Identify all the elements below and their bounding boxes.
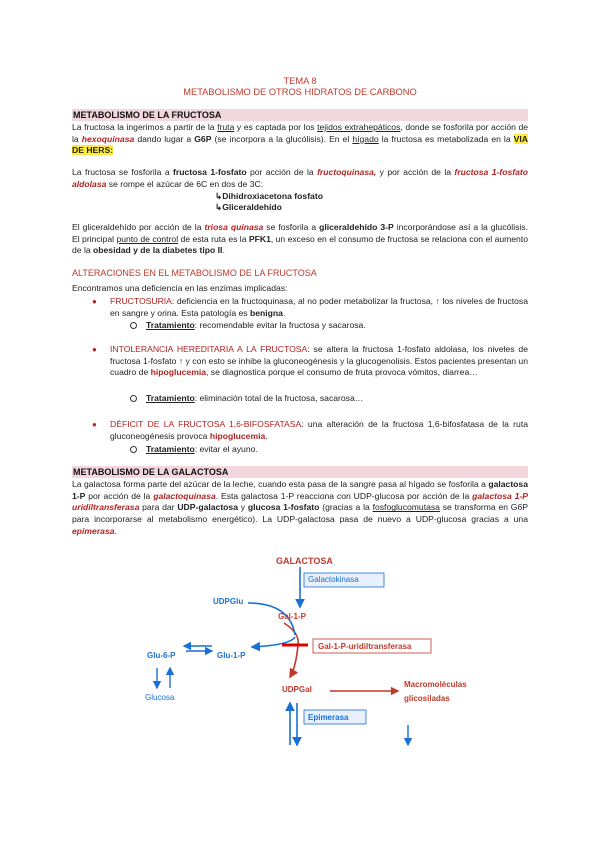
arrow-gal1p-udpgal [284,623,298,677]
label-epimerasa: Epimerasa [308,713,349,722]
circle-bullet-icon [130,446,137,453]
bullet-intolerancia: INTOLERANCIA HEREDITARIA A LA FRUCTOSA: se altera la fructosa 1-fosfato aldolasa, los niveles de fructosa 1-fosfato ↑ y con esto se inhibe la gluconeogénesis y la glucogenolisis. Estos pacientes presentan un cuadro de hipoglucemia, se diagnostica porque el consumo de fruta provoca vómitos, diarrea… [110,344,528,378]
product-gliceraldehido: ↳Gliceraldehído [215,202,282,212]
label-glu1p: Glu-1-P [217,651,246,660]
paragraph-fructosa-intro: La fructosa la ingerimos a partir de la fruta y es captada por los tejidos extrahepáticos, donde se fosforila por acción de la hexoquinasa dando lugar a G6P (se incorpora a la glucólisis). En el hígado la fructosa es metabolizada en la VIA DE HERS: [72,122,529,156]
product-dihidroxiacetona: ↳Dihidroxiacetona fosfato [215,191,323,201]
page-subtitle: METABOLISMO DE OTROS HIDRATOS DE CARBONO [183,87,417,97]
label-galactokinasa: Galactokinasa [308,575,359,584]
label-udpglu: UDPGlu [213,597,244,606]
label-galactosa: GALACTOSA [276,556,333,566]
bullet-fructosuria: FRUCTOSURIA: deficiencia en la fructoquinasa, al no poder metabolizar la fructosa, ↑ los niveles de fructosa en sangre y orina. Esta patología es benigna. [110,296,528,318]
label-transferasa: Gal-1-P-uridiltransferasa [318,642,412,651]
galactose-pathway-diagram [0,545,600,755]
section-heading-alteraciones: ALTERACIONES EN EL METABOLISMO DE LA FRUCTOSA [72,268,317,278]
label-glicosiladas: glicosiladas [404,694,450,703]
paragraph-gliceraldehido: El gliceraldehído por acción de la triosa quinasa se fosforila a gliceraldehído 3-P incorporándose así a la glucólisis. El principal punto de control de esta ruta es la PFK1, un exceso en el consumo de fructosa se relaciona con el aumento de la obesidad y de la diabetes tipo II. [72,222,529,256]
label-gal1p: Gal-1-P [278,612,307,621]
treatment-intolerancia: Tratamiento: eliminación total de la fructosa, sacarosa… [130,393,363,405]
circle-bullet-icon [130,322,137,329]
bullet-icon: ● [92,345,97,354]
treatment-fructosuria: Tratamiento: recomendable evitar la fructosa y sacarosa. [130,320,366,332]
label-glu6p: Glu-6-P [147,651,176,660]
paragraph-via-hers: La fructosa se fosforila a fructosa 1-fosfato por acción de la fructoquinasa, y por acción de la fructosa 1-fosfato aldolasa se rompe el azúcar de 6C en dos de 3C: [72,167,528,189]
label-macromoleculas: Macromoléculas [404,680,467,689]
label-udpgal: UDPGal [282,685,312,694]
alteraciones-intro: Encontramos una deficiencia en las enzimas implicadas: [72,283,288,293]
paragraph-galactosa: La galactosa forma parte del azúcar de la leche, cuando esta pasa de la sangre pasa al hígado se fosforila a galactosa 1-P por acción de la galactoquinasa. Esta galactosa 1-P reacciona con UDP-glucosa por acción de la galactosa 1-P uridiltransferasa para dar UDP-galactosa y glucosa 1-fosfato (gracias a la fosfoglucomutasa se transforma en G6P para incorporarse al metabolismo energético). La UDP-galactosa pasa de nuevo a UDP-glucosa gracias a una epimerasa. [72,479,529,536]
topic-number: TEMA 8 [283,76,317,86]
circle-bullet-icon [130,395,137,402]
treatment-deficit: Tratamiento: evitar el ayuno. [130,444,258,456]
bullet-icon: ● [92,420,97,429]
section-heading-fructosa: METABOLISMO DE LA FRUCTOSA [72,109,528,121]
label-glucosa: Glucosa [145,693,175,702]
section-heading-galactosa: METABOLISMO DE LA GALACTOSA [72,466,528,478]
bullet-deficit: DÉFICIT DE LA FRUCTOSA 1,6-BIFOSFATASA: una alteración de la fructosa 1,6-bifosfatasa de la ruta gluconeogénesis provoca hipoglucemia. [110,419,528,441]
bullet-icon: ● [92,297,97,306]
